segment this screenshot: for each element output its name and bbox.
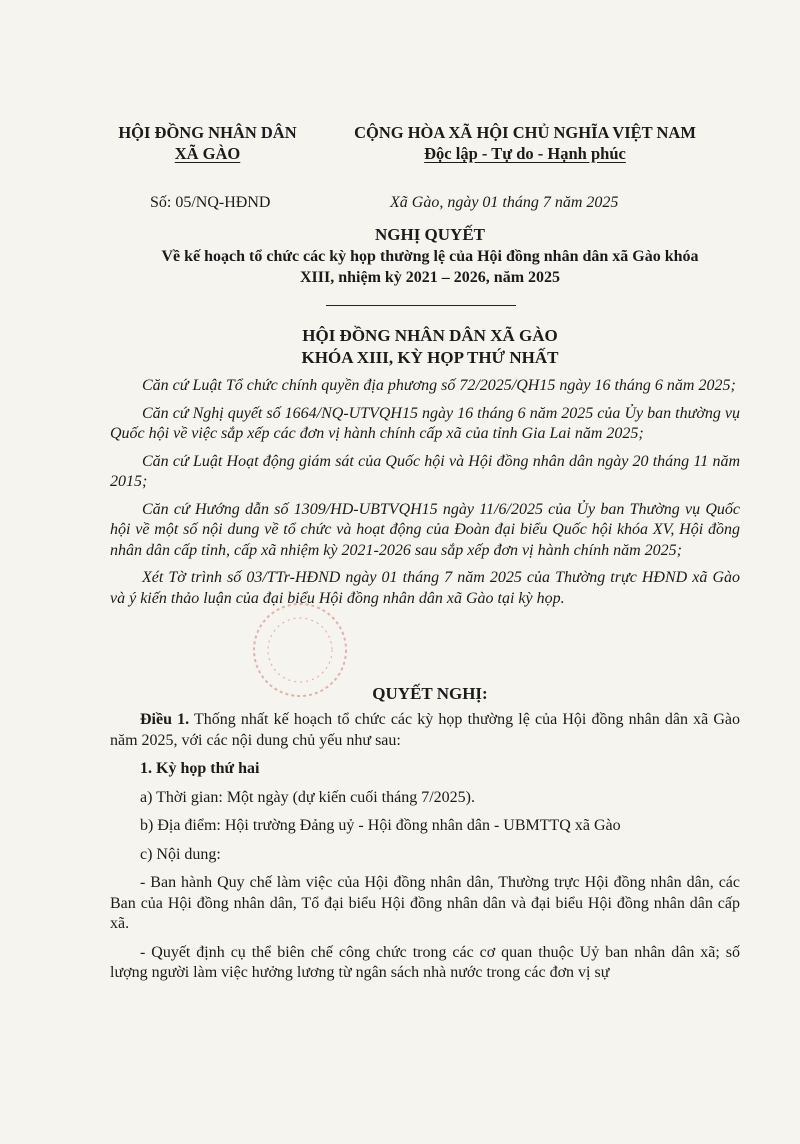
document-subject-line1: Về kế hoạch tổ chức các kỳ họp thường lệ của Hội đồng nhân dân xã Gào khóa [161, 248, 699, 265]
basis-item: Căn cứ Hướng dẫn số 1309/HD-UBTVQH15 ngày 11/6/2025 của Ủy ban Thường vụ Quốc hội về một số nội dung về tổ chức và hoạt động của Đoàn đại biểu Quốc hội khóa XV, Hội đồng nhân dân cấp tỉnh, cấp xã nhiệm kỳ 2021-2026 sau sắp xếp đơn vị hành chính năm 2025; [110, 500, 740, 559]
article-1 [110, 710, 740, 751]
document-type: NGHỊ QUYẾT [374, 225, 486, 244]
basis-item: Xét Tờ trình số 03/TTr-HĐND ngày 01 tháng 7 năm 2025 của Thường trực HĐND xã Gào và ý kiến thảo luận của đại biểu Hội đồng nhân dân xã Gào tại kỳ họp. [110, 569, 740, 607]
section-1-heading: 1. Kỳ họp thứ hai [140, 760, 260, 777]
authority-locality: XÃ GÀO [174, 144, 241, 163]
section-1-location: b) Địa điểm: Hội trường Đảng uỷ - Hội đồng nhân dân - UBMTTQ xã Gào [140, 817, 621, 834]
council-name: HỘI ĐỒNG NHÂN DÂN XÃ GÀO [302, 326, 558, 345]
section-1-content-label: c) Nội dung: [140, 845, 221, 863]
issuing-authority [100, 122, 315, 164]
document-subject-line2: XIII, nhiệm kỳ 2021 – 2026, năm 2025 [299, 269, 561, 286]
motto: Độc lập - Tự do - Hạnh phúc [424, 144, 626, 163]
document-number: Số: 05/NQ-HĐND [150, 194, 271, 211]
article-1-text: Thống nhất kế hoạch tổ chức các kỳ họp thường lệ của Hội đồng nhân dân xã Gào năm 2025, với các nội dung chủ yếu như sau: [110, 711, 741, 749]
basis-item: Căn cứ Luật Tổ chức chính quyền địa phương số 72/2025/QH15 ngày 16 tháng 6 năm 2025; [142, 377, 736, 394]
section-1-item: - Ban hành Quy chế làm việc của Hội đồng nhân dân, Thường trực Hội đồng nhân dân, các Ban của Hội đồng nhân dân, Tổ đại biểu Hội đồng nhân dân và đại biểu Hội đồng nhân dân cấp xã. [110, 874, 740, 932]
section-1-item: - Quyết định cụ thể biên chế công chức trong các cơ quan thuộc Uỷ ban nhân dân xã; số lượng người làm việc hưởng lương từ ngân sách nhà nước trong các đơn vị sự [110, 943, 740, 981]
authority-name: HỘI ĐỒNG NHÂN DÂN [118, 123, 297, 142]
title-divider [326, 305, 516, 306]
basis-item: Căn cứ Luật Hoạt động giám sát của Quốc hội và Hội đồng nhân dân ngày 20 tháng 11 năm 2015; [110, 452, 740, 490]
national-motto [335, 122, 715, 164]
council-heading [100, 325, 760, 369]
decision-body [110, 710, 740, 992]
basis-item: Căn cứ Nghị quyết số 1664/NQ-UTVQH15 ngày 16 tháng 6 năm 2025 của Ủy ban thường vụ Quốc hội về việc sắp xếp các đơn vị hành chính cấp xã của tỉnh Gia Lai năm 2025; [110, 404, 740, 442]
country-name: CỘNG HÒA XÃ HỘI CHỦ NGHĨA VIỆT NAM [354, 123, 696, 142]
article-1-label: Điều 1. [140, 711, 190, 728]
document-date: Xã Gào, ngày 01 tháng 7 năm 2025 [390, 194, 619, 211]
document-title [100, 224, 760, 288]
section-1-time: a) Thời gian: Một ngày (dự kiến cuối tháng 7/2025). [140, 788, 475, 806]
council-session: KHÓA XIII, KỲ HỌP THỨ NHẤT [301, 348, 559, 367]
decision-heading: QUYẾT NGHỊ: [372, 684, 488, 703]
legal-basis [110, 376, 740, 616]
